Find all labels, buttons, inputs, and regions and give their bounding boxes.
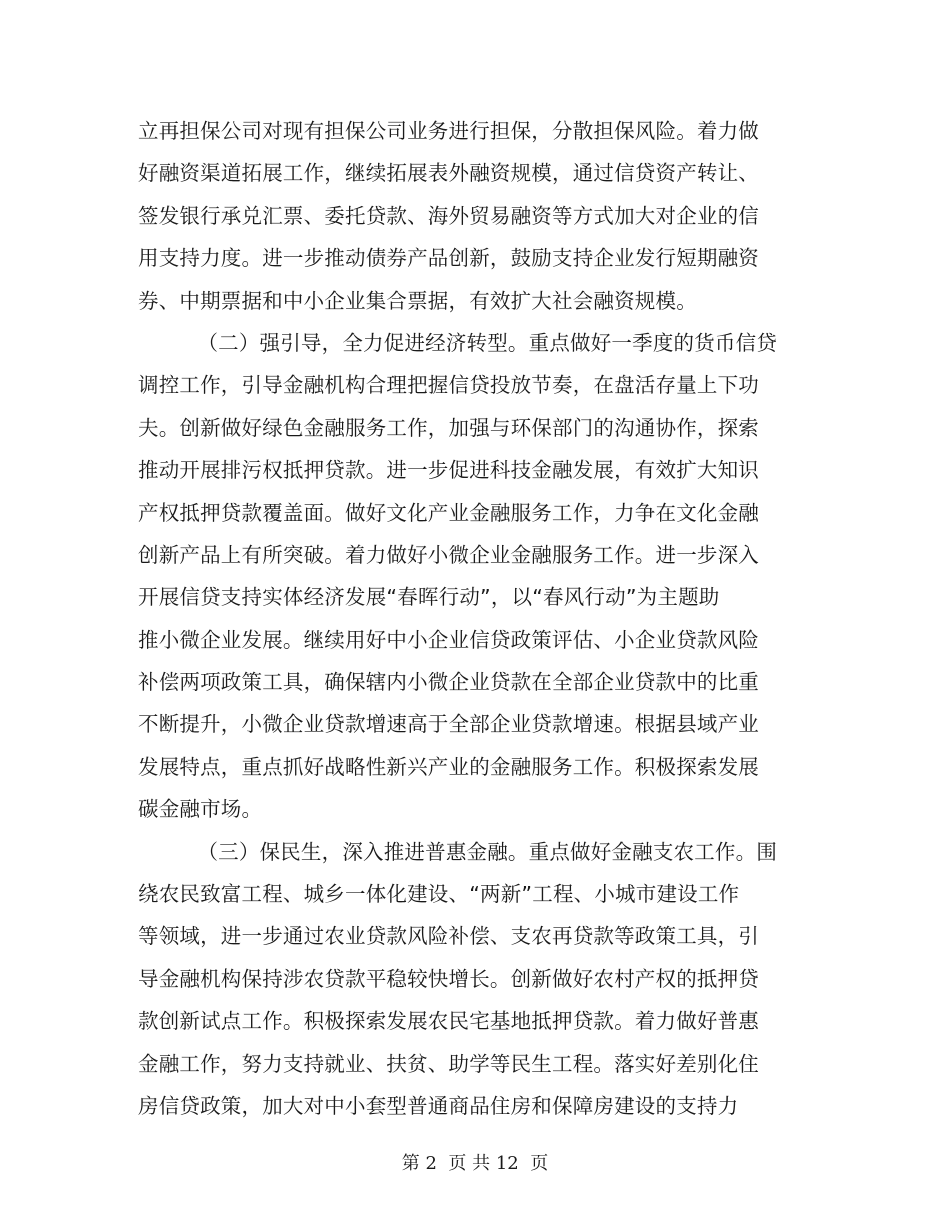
text-line: （二）强引导，全力促进经济转型。重点做好一季度的货币信贷 [197,330,778,355]
page-number-footer: 第 2 页 共 12 页 [401,1153,549,1174]
text-line: 开展信贷支持实体经济发展“春晖行动”，以“春风行动”为主题助 [138,585,720,610]
body-text [138,110,778,1127]
text-line: 好融资渠道拓展工作，继续拓展表外融资规模，通过信贷资产转让、 [138,161,759,186]
text-line: 夫。创新做好绿色金融服务工作，加强与环保部门的沟通协作，探索 [138,415,759,440]
text-line: 调控工作，引导金融机构合理把握信贷投放节奏，在盘活存量上下功 [138,373,759,398]
text-line: 款创新试点工作。积极探索发展农民宅基地抵押贷款。着力做好普惠 [138,1009,759,1034]
text-line: 发展特点，重点抓好战略性新兴产业的金融服务工作。积极探索发展 [138,754,759,779]
text-line: 绕农民致富工程、城乡一体化建设、“两新”工程、小城市建设工作 [138,882,740,907]
text-line: 不断提升，小微企业贷款增速高于全部企业贷款增速。根据县域产业 [138,712,759,737]
text-line: 房信贷政策，加大对中小套型普通商品住房和保障房建设的支持力 [138,1093,739,1118]
text-line: 等领域，进一步通过农业贷款风险补偿、支农再贷款等政策工具，引 [138,924,759,949]
text-line: （三）保民生，深入推进普惠金融。重点做好金融支农工作。围 [197,839,778,864]
text-line: 推小微企业发展。继续用好中小企业信贷政策评估、小企业贷款风险 [138,627,759,652]
text-line: 推动开展排污权抵押贷款。进一步促进科技金融发展，有效扩大知识 [138,458,759,483]
text-line: 用支持力度。进一步推动债券产品创新，鼓励支持企业发行短期融资 [138,246,759,271]
text-line: 碳金融市场。 [138,797,263,822]
text-line: 产权抵押贷款覆盖面。做好文化产业金融服务工作，力争在文化金融 [138,500,759,525]
text-line: 金融工作，努力支持就业、扶贫、助学等民生工程。落实好差别化住 [138,1051,759,1076]
text-line: 立再担保公司对现有担保公司业务进行担保，分散担保风险。着力做 [138,119,759,143]
text-line: 导金融机构保持涉农贷款平稳较快增长。创新做好农村产权的抵押贷 [138,966,759,991]
text-line: 签发银行承兑汇票、委托贷款、海外贸易融资等方式加大对企业的信 [138,203,759,228]
text-line: 券、中期票据和中小企业集合票据，有效扩大社会融资规模。 [138,288,697,313]
text-line: 创新产品上有所突破。着力做好小微企业金融服务工作。进一步深入 [138,542,759,567]
text-line: 补偿两项政策工具，确保辖内小微企业贷款在全部企业贷款中的比重 [138,670,759,695]
